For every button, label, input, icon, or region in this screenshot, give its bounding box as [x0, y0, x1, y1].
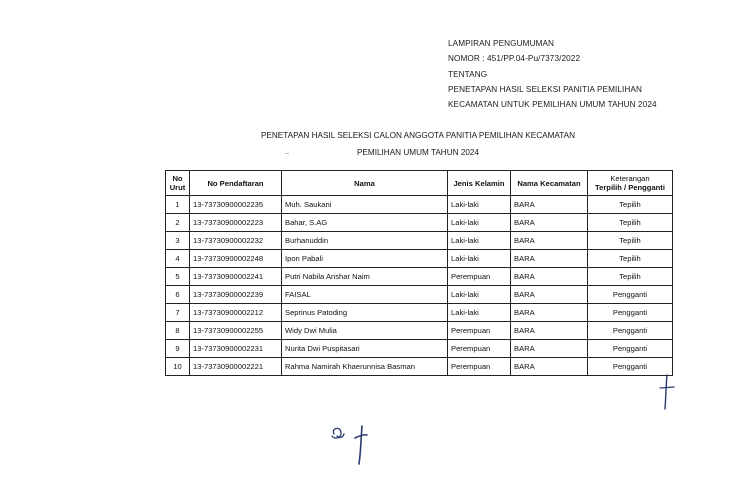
header-line-kecamatan: KECAMATAN UNTUK PEMILIHAN UMUM TAHUN 2024: [448, 100, 657, 110]
cell-nama: Ipon Pabali: [282, 250, 448, 268]
cell-jenis-kelamin: Laki-laki: [448, 214, 511, 232]
cell-nama: Seprinus Patoding: [282, 304, 448, 322]
cell-jenis-kelamin: Laki-laki: [448, 286, 511, 304]
table-row: [166, 304, 673, 322]
selection-results-table: [165, 170, 673, 376]
cell-kecamatan: BARA: [511, 322, 588, 340]
table-row: [166, 214, 673, 232]
cell-pendaftaran: 13-73730900002221: [190, 358, 282, 376]
header-keterangan-line2: Terpilih / Pengganti: [595, 183, 665, 192]
cell-no: 1: [166, 196, 190, 214]
cell-no: 10: [166, 358, 190, 376]
cell-jenis-kelamin: Perempuan: [448, 340, 511, 358]
signature-mark-right: [656, 373, 678, 413]
cell-pendaftaran: 13-73730900002223: [190, 214, 282, 232]
header-line-tentang: TENTANG: [448, 69, 488, 79]
table-row: [166, 196, 673, 214]
cell-nama: Nurita Dwi Puspitasari: [282, 340, 448, 358]
header-nama: Nama: [282, 171, 448, 196]
header-no-pendaftaran: No Pendaftaran: [190, 171, 282, 196]
cell-kecamatan: BARA: [511, 304, 588, 322]
cell-jenis-kelamin: Laki-laki: [448, 250, 511, 268]
cell-no: 9: [166, 340, 190, 358]
cell-keterangan: Pengganti: [588, 304, 673, 322]
cell-no: 5: [166, 268, 190, 286]
header-line-lampiran: LAMPIRAN PENGUMUMAN: [448, 39, 555, 48]
cell-nama: Rahma Namirah Khaerunnisa Basman: [282, 358, 448, 376]
signature-crossbar: [660, 387, 674, 388]
cell-nama: FAISAL: [282, 286, 448, 304]
cell-pendaftaran: 13-73730900002255: [190, 322, 282, 340]
cell-nama: Widy Dwi Mulia: [282, 322, 448, 340]
header-no-line2: Urut: [169, 183, 186, 192]
header-line-penetapan: PENETAPAN HASIL SELEKSI PANITIA PEMILIHAN: [448, 84, 642, 94]
cell-kecamatan: BARA: [511, 196, 588, 214]
paraf-stroke: [355, 426, 367, 464]
cell-no: 4: [166, 250, 190, 268]
cell-no: 6: [166, 286, 190, 304]
cell-keterangan: Tepilih: [588, 250, 673, 268]
cell-pendaftaran: 13-73730900002231: [190, 340, 282, 358]
title-line-1: PENETAPAN HASIL SELEKSI CALON ANGGOTA PANITIA PEMILIHAN KECAMATAN: [260, 131, 576, 140]
cell-kecamatan: BARA: [511, 286, 588, 304]
cell-kecamatan: BARA: [511, 268, 588, 286]
title-line-2: PEMILIHAN UMUM TAHUN 2024: [356, 148, 480, 157]
header-keterangan: [588, 171, 673, 196]
cell-jenis-kelamin: Perempuan: [448, 322, 511, 340]
cell-pendaftaran: 13-73730900002235: [190, 196, 282, 214]
initial-paraf-mark: [328, 422, 370, 468]
table-header-row: [166, 171, 673, 196]
header-keterangan-line1: Keterangan: [610, 174, 650, 183]
header-no-urut: [166, 171, 190, 196]
cell-jenis-kelamin: Laki-laki: [448, 304, 511, 322]
cell-nama: Muh. Saukani: [282, 196, 448, 214]
header-no-line1: No: [172, 174, 183, 183]
cell-keterangan: Pengganti: [588, 286, 673, 304]
cell-pendaftaran: 13-73730900002239: [190, 286, 282, 304]
header-line-nomor: NOMOR : 451/PP.04-Pu/7373/2022: [448, 54, 581, 64]
cell-keterangan: Tepilih: [588, 232, 673, 250]
table-row: [166, 322, 673, 340]
table-row: [166, 340, 673, 358]
cell-keterangan: Pengganti: [588, 340, 673, 358]
paraf-loop: [332, 428, 344, 438]
header-jenis-kelamin: Jenis Kelamin: [448, 171, 511, 196]
cell-no: 2: [166, 214, 190, 232]
cell-jenis-kelamin: Perempuan: [448, 268, 511, 286]
table-row: [166, 268, 673, 286]
cell-keterangan: Pengganti: [588, 322, 673, 340]
table-row: [166, 286, 673, 304]
cell-no: 8: [166, 322, 190, 340]
table-row: [166, 358, 673, 376]
header-nama-kecamatan: Nama Kecamatan: [511, 171, 588, 196]
table-row: [166, 232, 673, 250]
cell-keterangan: Tepilih: [588, 214, 673, 232]
cell-pendaftaran: 13-73730900002241: [190, 268, 282, 286]
cell-pendaftaran: 13-73730900002212: [190, 304, 282, 322]
attachment-header: [448, 36, 657, 112]
cell-jenis-kelamin: Laki-laki: [448, 232, 511, 250]
cell-keterangan: Tepilih: [588, 196, 673, 214]
scan-mark: [285, 153, 289, 154]
cell-jenis-kelamin: Laki-laki: [448, 196, 511, 214]
cell-no: 3: [166, 232, 190, 250]
cell-keterangan: Pengganti: [588, 358, 673, 376]
table-row: [166, 250, 673, 268]
cell-no: 7: [166, 304, 190, 322]
cell-pendaftaran: 13-73730900002248: [190, 250, 282, 268]
cell-kecamatan: BARA: [511, 214, 588, 232]
signature-stroke: [665, 375, 667, 409]
cell-kecamatan: BARA: [511, 358, 588, 376]
cell-kecamatan: BARA: [511, 232, 588, 250]
cell-nama: Burhanuddin: [282, 232, 448, 250]
cell-keterangan: Tepilih: [588, 268, 673, 286]
page-title: [0, 127, 750, 161]
cell-kecamatan: BARA: [511, 250, 588, 268]
cell-nama: Bahar, S.AG: [282, 214, 448, 232]
cell-jenis-kelamin: Perempuan: [448, 358, 511, 376]
cell-nama: Putri Nabila Anshar Naim: [282, 268, 448, 286]
cell-kecamatan: BARA: [511, 340, 588, 358]
cell-pendaftaran: 13-73730900002232: [190, 232, 282, 250]
